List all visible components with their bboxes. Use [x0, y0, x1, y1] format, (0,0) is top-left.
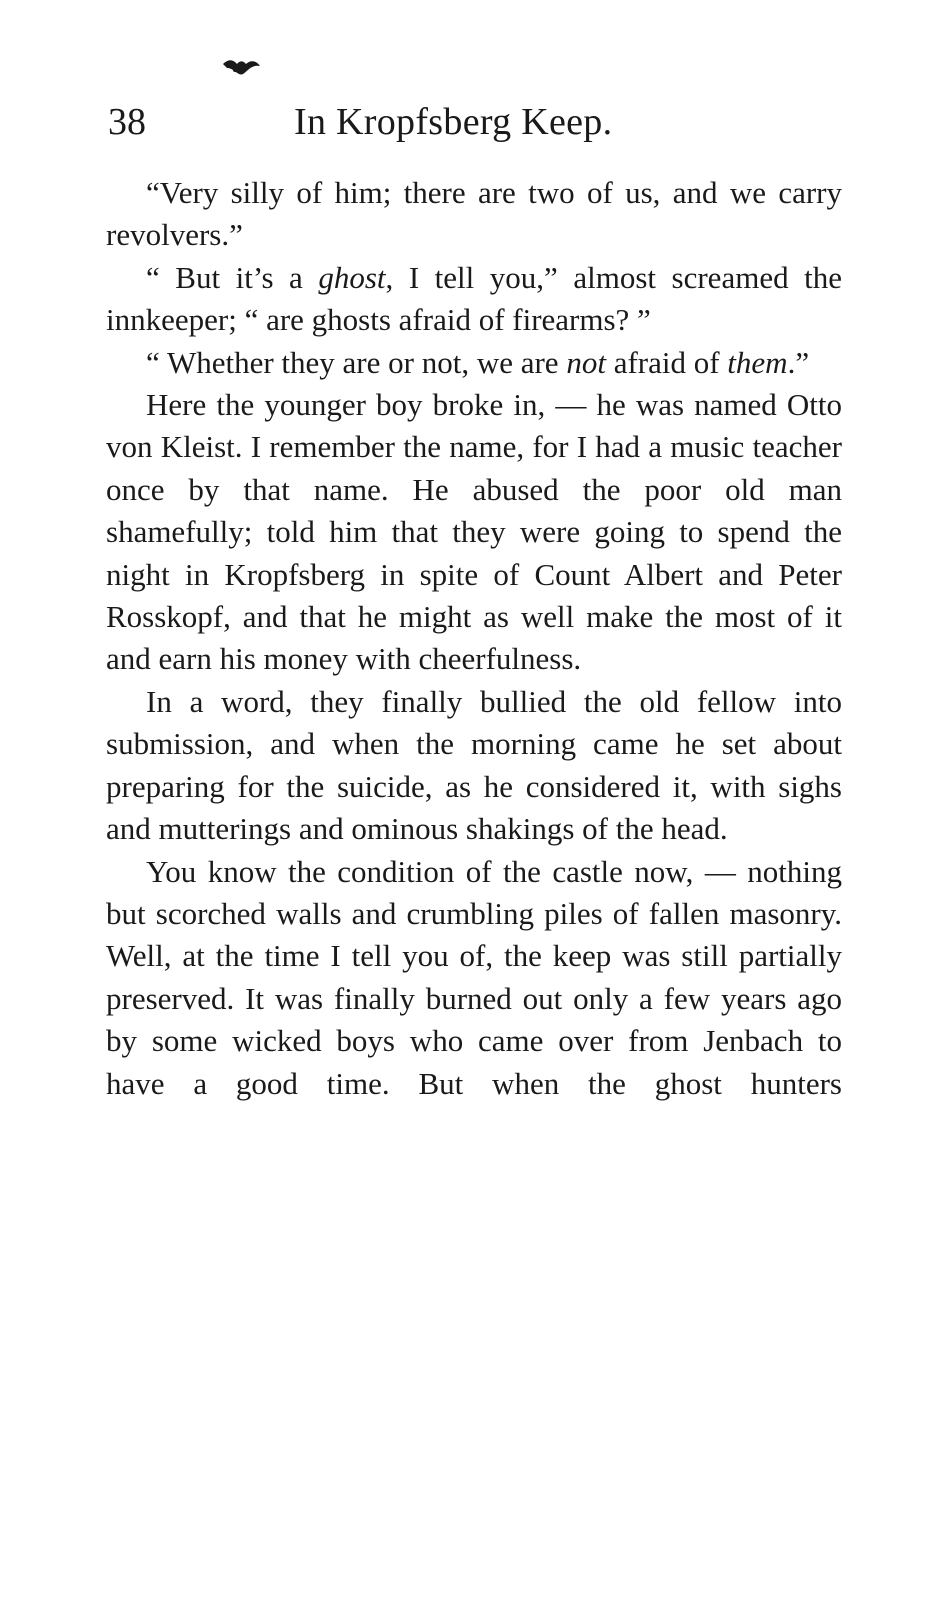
paragraph-text: You know the condition of the castle now, — nothing but scorched walls and crumbling piles of fallen masonry. Well, at the time I tell you of, the keep was still partially preserved. It was finally burned out only a few years ago by some wicked boys who came over from Jenbach to have a good time. But when the ghost hunters — [106, 853, 842, 1101]
paragraph — [106, 172, 842, 257]
italic-emphasis: not — [566, 344, 606, 380]
paragraph — [106, 342, 842, 384]
paragraph-text: Here the younger boy broke in, — he was named Otto von Kleist. I remember the name, for I had a music teacher once by that name. He abused the poor old man shamefully; told him that they were going to spend the night in Kropfsberg in spite of Count Albert and Peter Rosskopf, and that he might as well make the most of it and earn his money with cheerfulness. — [106, 387, 842, 677]
paragraph-text: , I tell you,” almost screamed the innkeeper; “ are ghosts afraid of firearms? ” — [106, 259, 842, 338]
paragraph-text: “ Whether they are or not, we are — [146, 344, 567, 380]
paragraph-text: afraid of — [605, 344, 728, 380]
paragraph — [106, 384, 842, 681]
paragraph — [106, 851, 842, 1105]
italic-emphasis: ghost — [318, 259, 386, 295]
paragraph-text: In a word, they finally bullied the old fellow into submission, and when the morning came he set about preparing for the suicide, as he considered it, with sighs and mutterings and ominous shakings of the head. — [106, 683, 842, 847]
body-text — [106, 172, 842, 1105]
paragraph-text: “ But it’s a — [146, 259, 319, 295]
paragraph — [106, 681, 842, 851]
page-header — [108, 92, 848, 152]
page-number: 38 — [108, 101, 146, 143]
running-title: In Kropfsberg Keep. — [294, 101, 613, 143]
paragraph — [106, 257, 842, 342]
fleuron-ornament-icon — [219, 56, 263, 78]
paragraph-text: .” — [787, 344, 810, 380]
paragraph-text: “Very silly of him; there are two of us, and we carry revolvers.” — [106, 175, 842, 253]
italic-emphasis: them — [727, 344, 788, 380]
